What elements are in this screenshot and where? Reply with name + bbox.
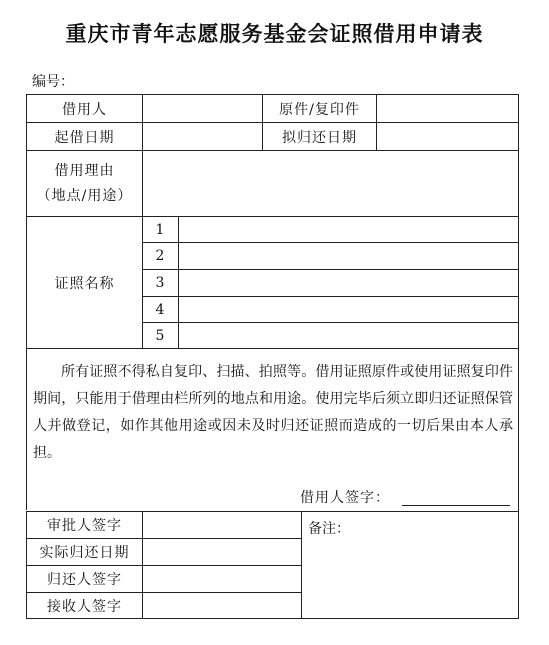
license-row-number: 1 xyxy=(142,216,178,242)
license-row-field-5[interactable] xyxy=(178,322,518,348)
page-title: 重庆市青年志愿服务基金会证照借用申请表 xyxy=(65,22,484,46)
returner-signature-label: 归还人签字 xyxy=(26,565,142,592)
notice-text: 所有证照不得私自复印、扫描、拍照等。借用证照原件或使用证照复印件期间，只能用于借理由栏所列的地点和用途。使用完毕后须立即归还证照保管人并做登记，如作其他用途或因未及时归还证照而造成的一切后果由本人承担。 xyxy=(33,364,513,461)
borrow-reason-label-line1: 借用理由 xyxy=(54,162,115,179)
license-row-field-2[interactable] xyxy=(178,242,518,269)
borrow-reason-label-line2: （地点/用途） xyxy=(36,187,133,204)
original-copy-label: 原件/复印件 xyxy=(262,94,376,122)
remark-label: 备注： xyxy=(308,521,350,537)
license-name-label: 证照名称 xyxy=(26,216,142,348)
license-row-number: 5 xyxy=(142,322,178,348)
borrower-signature-label: 借用人签字： xyxy=(300,490,390,506)
borrower-label: 借用人 xyxy=(26,94,142,122)
borrower-field[interactable] xyxy=(142,94,262,122)
borrow-date-label: 起借日期 xyxy=(26,122,142,150)
license-row-number: 2 xyxy=(142,242,178,269)
borrow-reason-label xyxy=(26,150,142,216)
table-border-right xyxy=(518,94,519,618)
borrow-reason-field[interactable] xyxy=(142,150,518,216)
table-border-bottom xyxy=(26,618,519,619)
license-row-field-4[interactable] xyxy=(178,296,518,322)
license-row-number: 4 xyxy=(142,296,178,322)
approver-signature-field[interactable] xyxy=(142,511,301,538)
notice-section xyxy=(26,348,518,510)
actual-return-date-label: 实际归还日期 xyxy=(26,538,142,565)
license-row-number: 3 xyxy=(142,269,178,296)
license-row-field-1[interactable] xyxy=(178,216,518,242)
planned-return-date-label: 拟归还日期 xyxy=(262,122,376,150)
receiver-signature-field[interactable] xyxy=(142,592,301,618)
actual-return-date-field[interactable] xyxy=(142,538,301,565)
planned-return-date-field[interactable] xyxy=(376,122,518,150)
receiver-signature-label: 接收人签字 xyxy=(26,592,142,618)
borrow-date-field[interactable] xyxy=(142,122,262,150)
borrower-signature-line[interactable] xyxy=(402,505,510,506)
approver-signature-label: 审批人签字 xyxy=(26,511,142,538)
returner-signature-field[interactable] xyxy=(142,565,301,592)
serial-number-label: 编号： xyxy=(32,74,74,90)
remark-field[interactable] xyxy=(301,511,518,618)
original-copy-field[interactable] xyxy=(376,94,518,122)
license-row-field-3[interactable] xyxy=(178,269,518,296)
